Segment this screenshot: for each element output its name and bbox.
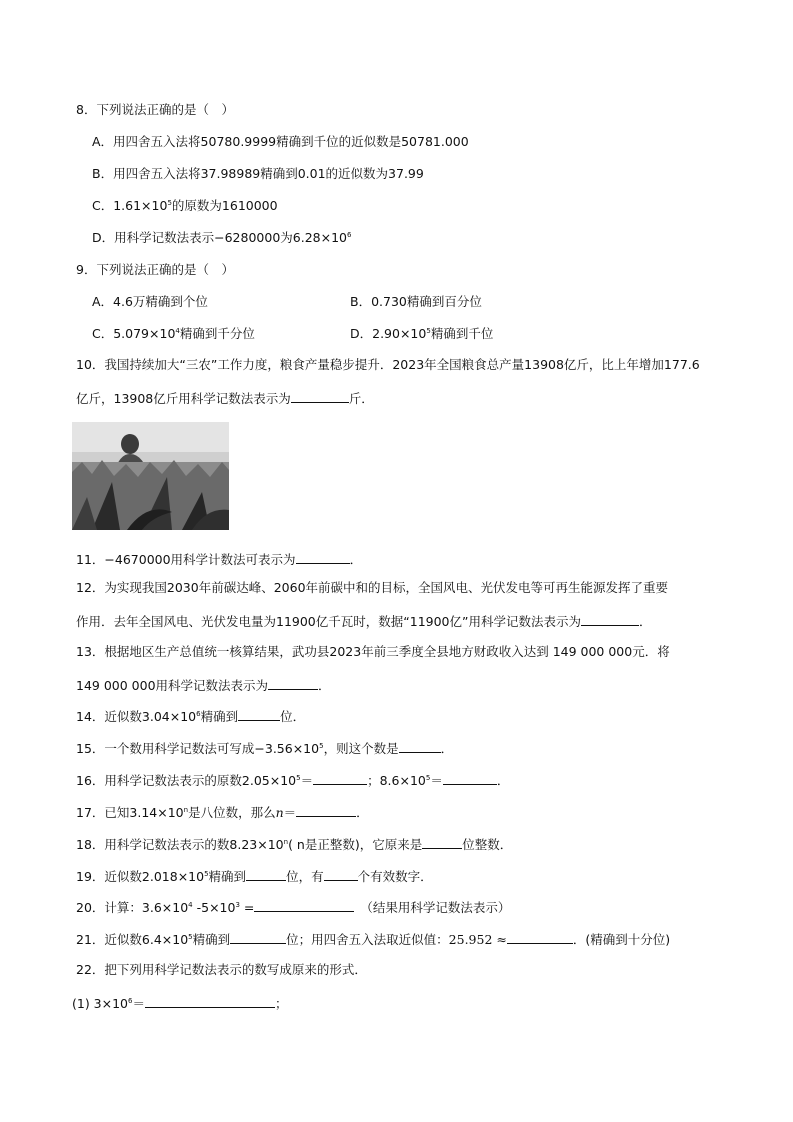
q9-option-a: A．4.6万精确到个位: [92, 294, 208, 309]
q8-c-text: C．1.61×10: [92, 198, 168, 213]
q9-option-b: B．0.730精确到百分位: [350, 294, 482, 309]
q14-text-end: 位．: [280, 709, 306, 724]
q20-text: 20．计算：3.6×10: [76, 900, 189, 915]
q10-text-end: 斤．: [348, 391, 374, 406]
q19-exponent: 5: [204, 870, 209, 878]
q12-line2: [76, 611, 652, 631]
q21-text-mid-1: 精确到: [192, 932, 231, 947]
q17-text-mid: 是八位数，那么: [188, 805, 276, 820]
q14-text: 14．近似数3.04×10: [76, 709, 197, 724]
q19-text-end: 个有效数字．: [357, 869, 433, 884]
q18-text-mid: ( n是正整数)，它原来是: [288, 837, 423, 852]
q15-text: 15．一个数用科学记数法可写成−3.56×10: [76, 741, 320, 756]
q22-stem: 22．把下列用科学记数法表示的数写成原来的形式．: [76, 962, 367, 977]
q20-equals: =: [239, 900, 255, 915]
q19-answer-blank-2[interactable]: [324, 866, 358, 881]
q9-d-exponent: 5: [426, 327, 431, 335]
q10-text: 亿斤，13908亿斤用科学记数法表示为: [76, 391, 291, 406]
q15-text-mid: ，则这个数是: [323, 741, 399, 756]
q9-c-exponent: 4: [175, 327, 180, 335]
q21-text: 21．近似数6.4×10: [76, 932, 189, 947]
q9-c-text: C．5.079×10: [92, 326, 176, 341]
q9-stem: 9．下列说法正确的是（ ）: [76, 262, 234, 277]
q9-c-text-end: 精确到千分位: [179, 326, 255, 341]
q21-exponent: 5: [188, 933, 193, 941]
q20-line: [76, 897, 510, 917]
wheat-field-illustration: [72, 422, 229, 530]
q21-answer-blank-1[interactable]: [230, 929, 286, 944]
q10-answer-blank[interactable]: [291, 388, 349, 403]
q14-answer-blank[interactable]: [238, 706, 280, 721]
q17-text: 17．已知3.14×10: [76, 805, 184, 820]
q16-text: 16．用科学记数法表示的原数2.05×10: [76, 773, 297, 788]
q22-p1-text: (1) 3×10: [72, 996, 129, 1011]
q17-text-end: ．: [356, 805, 369, 820]
q8-option-a: A．用四舍五入法将50780.9999精确到千位的近似数是50781.000: [92, 134, 469, 149]
q16-equals-2: ＝: [430, 773, 443, 788]
q16-answer-blank-1[interactable]: [313, 770, 367, 785]
q22-part-1: [72, 993, 288, 1013]
q11-text-end: ．: [349, 552, 363, 567]
q16-exponent-2: 5: [425, 774, 431, 782]
q20-exponent-1: 4: [188, 901, 193, 909]
q22-p1-equals: ＝: [132, 996, 145, 1011]
q21-text-mid-2: 位；用四舍五入法取近似值：: [286, 932, 449, 947]
q17-answer-blank[interactable]: [296, 802, 356, 817]
q9-d-text: D．2.90×10: [350, 326, 427, 341]
q17-line: [76, 802, 369, 822]
q10-line2: [76, 388, 374, 408]
q12-text: 作用．去年全国风电、光伏发电量为11900亿千瓦时，数据“11900亿”用科学记数法表示为: [76, 614, 581, 629]
q18-answer-blank[interactable]: [422, 834, 462, 849]
q21-text-end: ．(精确到十分位): [572, 932, 671, 947]
q16-answer-blank-2[interactable]: [443, 770, 497, 785]
q11-line: [76, 549, 362, 569]
q19-text-mid-2: 位，有: [286, 869, 324, 884]
q15-text-end: ．: [440, 741, 454, 756]
q12-line1: 12．为实现我国2030年前碳达峰、2060年前碳中和的目标，全国风电、光伏发电等可再生能源发挥了重要: [76, 580, 669, 595]
q11-text: 11．−4670000用科学计数法可表示为: [76, 552, 296, 567]
q9-d-text-end: 精确到千位: [430, 326, 494, 341]
q16-line: [76, 770, 509, 790]
q18-text: 18．用科学记数法表示的数8.23×10: [76, 837, 284, 852]
q19-answer-blank-1[interactable]: [246, 866, 286, 881]
q13-text: 149 000 000用科学记数法表示为: [76, 678, 269, 693]
q10-line1: 10．我国持续加大“三农”工作力度，粮食产量稳步提升．2023年全国粮食总产量13908亿斤，比上年增加177.6: [76, 357, 700, 372]
q19-text-mid-1: 精确到: [208, 869, 247, 884]
q20-answer-blank[interactable]: [254, 897, 354, 912]
q12-text-end: ．: [638, 614, 652, 629]
q8-stem: 8．下列说法正确的是（ ）: [76, 102, 234, 117]
q8-c-text-end: 的原数为1610000: [171, 198, 278, 213]
q16-text-mid: ；8.6×10: [367, 773, 426, 788]
q9-option-d: [350, 325, 493, 343]
q13-text-end: ．: [318, 678, 331, 693]
q8-option-b: B．用四舍五入法将37.98989精确到0.01的近似数为37.99: [92, 166, 424, 181]
q17-exponent: n: [183, 806, 189, 814]
q21-line: [76, 929, 670, 949]
q14-line: [76, 706, 305, 726]
q19-line: [76, 866, 433, 886]
q18-exponent: n: [283, 838, 289, 846]
q18-line: [76, 834, 512, 854]
q14-text-mid: 精确到: [200, 709, 239, 724]
q20-text-mid: -5×10: [192, 900, 236, 915]
q17-variable: n: [275, 805, 284, 820]
q16-exponent-1: 5: [296, 774, 301, 782]
q14-exponent: 6: [196, 710, 201, 718]
q21-answer-blank-2[interactable]: [507, 929, 573, 944]
q16-equals-1: ＝: [300, 773, 314, 788]
q16-text-end: ．: [496, 773, 510, 788]
q18-text-end: 位整数．: [462, 837, 513, 852]
wheat-field-photo: [72, 422, 229, 530]
q22-p1-text-end: ；: [275, 996, 288, 1011]
q15-answer-blank[interactable]: [399, 738, 441, 753]
q11-answer-blank[interactable]: [296, 549, 350, 564]
q13-answer-blank[interactable]: [268, 675, 318, 690]
q19-text: 19．近似数2.018×10: [76, 869, 205, 884]
q22-p1-answer-blank[interactable]: [145, 993, 275, 1008]
q13-line2: [76, 675, 331, 695]
q8-option-d: [92, 229, 351, 247]
q9-option-c: [92, 325, 255, 343]
q15-exponent: 5: [319, 742, 324, 750]
q8-d-exponent: 6: [346, 231, 352, 239]
q20-exponent-2: 3: [235, 901, 240, 909]
q22-p1-exponent: 6: [128, 997, 133, 1005]
q13-line1: 13．根据地区生产总值统一核算结果，武功县2023年前三季度全县地方财政收入达到 149 000 000元．将: [76, 644, 670, 659]
q17-equals: ＝: [283, 805, 297, 820]
q8-c-exponent: 5: [167, 199, 172, 207]
q20-text-end: （结果用科学记数法表示）: [360, 900, 511, 915]
q21-value: 25.952 ≈: [448, 932, 507, 947]
q8-option-c: [92, 197, 278, 215]
q8-d-text: D．用科学记数法表示−6280000为6.28×10: [92, 230, 347, 245]
q15-line: [76, 738, 453, 758]
q12-answer-blank[interactable]: [581, 611, 639, 626]
